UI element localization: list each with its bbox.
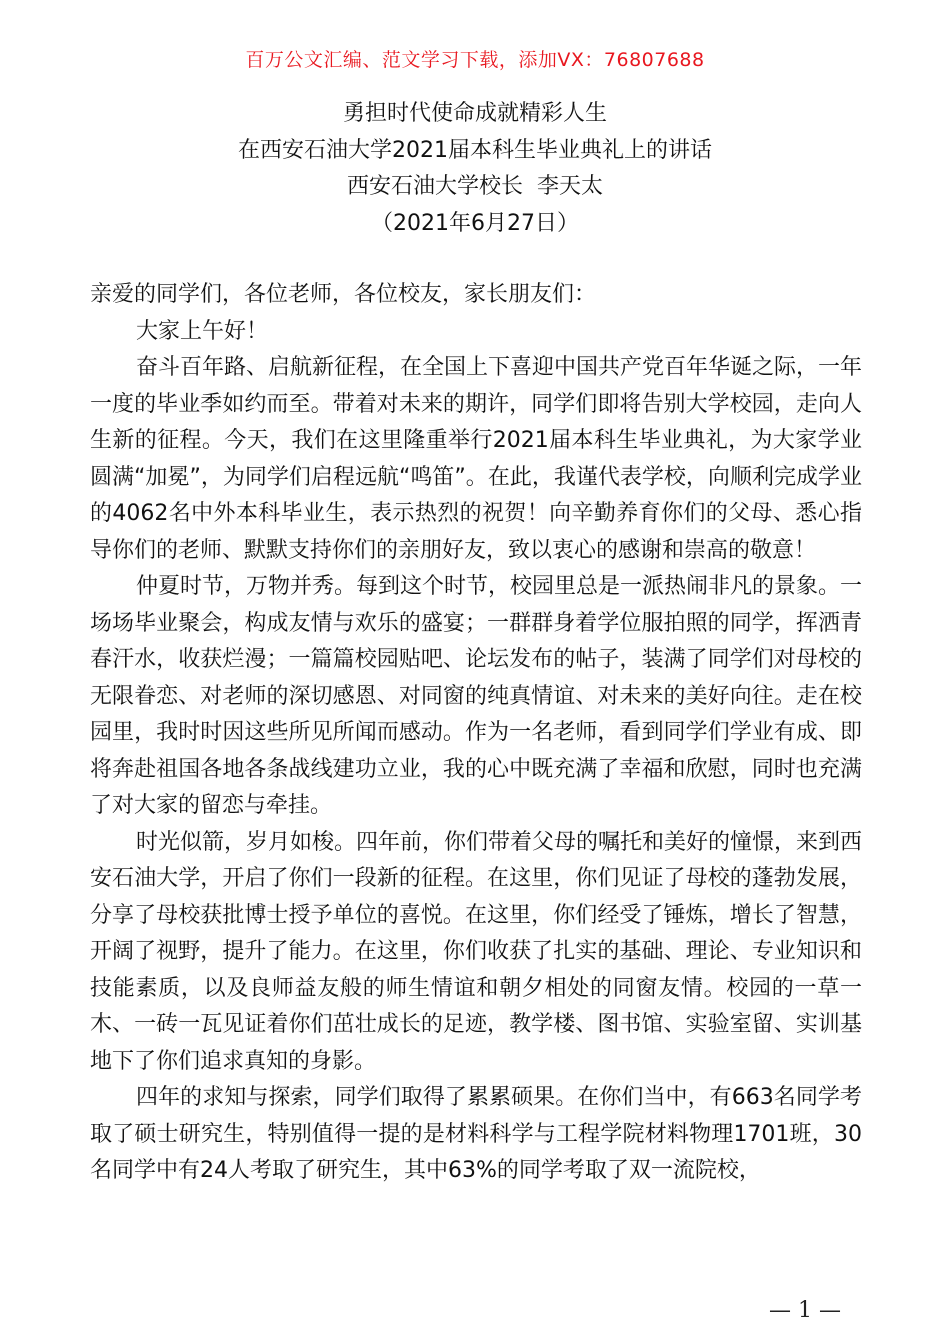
paragraph-4: 四年的求知与探索，同学们取得了累累硕果。在你们当中，有663名同学考取了硕士研究生，特别值得一提的是材料科学与工程学院材料物理1701班，30名同学中有24人考取了研究生，其中63%的同学考取了双一流院校， xyxy=(90,1085,862,1183)
watermark-banner: 百万公文汇编、范文学习下载，添加VX：76807688 xyxy=(245,49,705,71)
document-subtitle: 在西安石油大学2021届本科生毕业典礼上的讲话 xyxy=(238,137,712,163)
document-header xyxy=(0,96,950,242)
paragraph-2: 仲夏时节，万物并秀。每到这个时节，校园里总是一派热闹非凡的景象。一场场毕业聚会，构成友情与欢乐的盛宴；一群群身着学位服拍照的同学，挥洒青春汗水，收获烂漫；一篇篇校园贴吧、论坛发布的帖子，装满了同学们对母校的无限眷恋、对老师的深切感恩、对同窗的纯真情谊、对未来的美好向往。走在校园里，我时时因这些所见所闻而感动。作为一名老师，看到同学们学业有成、即将奔赴祖国各地各条战线建功立业，我的心中既充满了幸福和欣慰，同时也充满了对大家的留恋与牵挂。 xyxy=(90,574,863,818)
page-number: — 1 — xyxy=(769,1298,841,1323)
greeting: 大家上午好！ xyxy=(136,318,269,344)
paragraph-3: 时光似箭，岁月如梭。四年前，你们带着父母的嘱托和美好的憧憬，来到西安石油大学，开启了你们一段新的征程。在这里，你们见证了母校的蓬勃发展，分享了母校获批博士授予单位的喜悦。在这里，你们经受了锤炼，增长了智慧，开阔了视野，提升了能力。在这里，你们收获了扎实的基础、理论、专业知识和技能素质，以及良师益友般的师生情谊和朝夕相处的同窗友情。校园的一草一木、一砖一瓦见证着你们茁壮成长的足迹，教学楼、图书馆、实验室留、实训基地下了你们追求真知的身影。 xyxy=(90,829,863,1074)
document-title: 勇担时代使命成就精彩人生 xyxy=(342,101,607,126)
speech-body xyxy=(90,277,862,1190)
salutation: 亲爱的同学们，各位老师，各位校友，家长朋友们： xyxy=(90,282,597,307)
paragraph-1: 奋斗百年路、启航新征程，在全国上下喜迎中国共产党百年华诞之际，一年一度的毕业季如约而至。带着对未来的期许，同学们即将告别大学校园，走向人生新的征程。今天，我们在这里隆重举行2021届本科生毕业典礼，为大家学业圆满“加冕”，为同学们启程远航“鸣笛”。在此，我谨代表学校，向顺利完成学业的4062名中外本科毕业生，表示热烈的祝贺！向辛勤养育你们的父母、悉心指导你们的老师、默默支持你们的亲朋好友，致以衷心的感谢和崇高的敬意！ xyxy=(90,355,863,563)
speaker-line: 西安石油大学校长 李天太 xyxy=(347,174,603,199)
speech-date: （2021年6月27日） xyxy=(371,210,579,236)
